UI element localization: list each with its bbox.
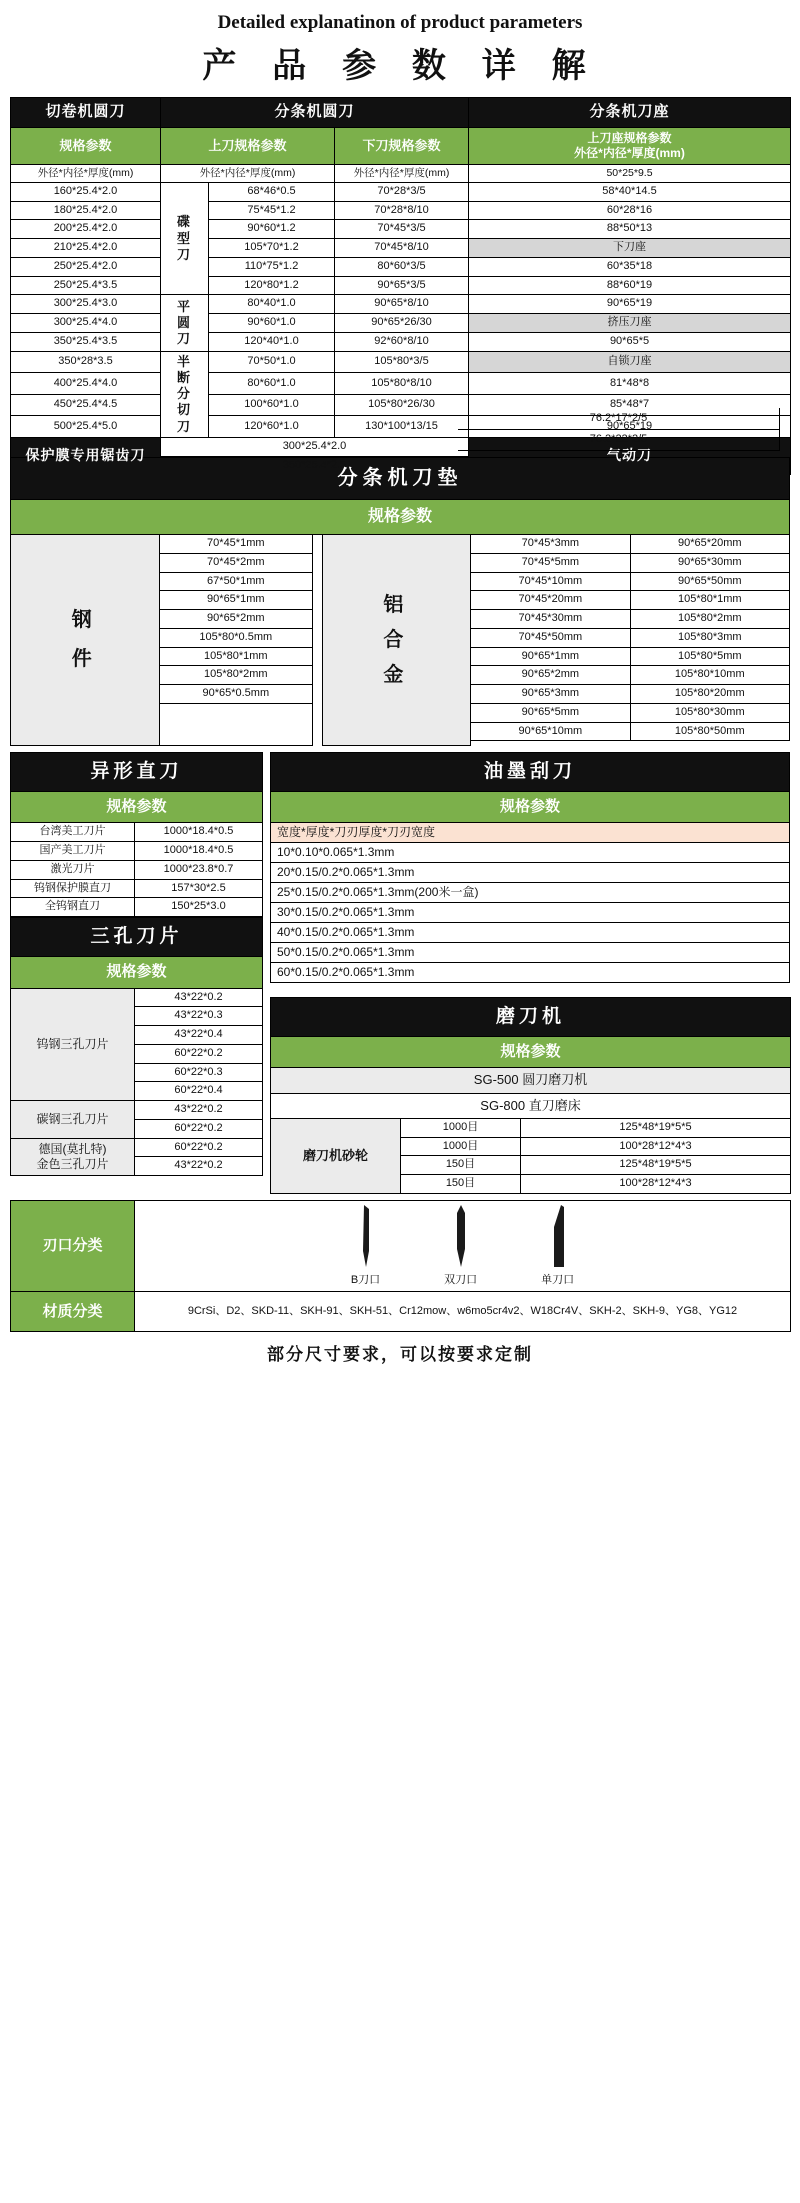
- alloy-spec-b: 105*80*20mm: [630, 685, 789, 704]
- alloy-spec-b: 105*80*30mm: [630, 703, 789, 722]
- ink-knife-spec: 50*0.15/0.2*0.065*1.3mm: [271, 943, 790, 963]
- three-hole-green: 规格参数: [11, 956, 263, 988]
- cut-roll-spec: 160*25.4*2.0: [11, 182, 161, 201]
- three-hole-spec: 43*22*0.2: [135, 988, 263, 1007]
- blade-single-icon: [545, 1205, 571, 1267]
- three-hole-table: [10, 917, 263, 1176]
- pneumatic-spec-1: 76.2*17*2/5: [458, 408, 780, 429]
- grinder-model: SG-800 直刀磨床: [271, 1093, 791, 1118]
- edge-class-label: 刃口分类: [11, 1200, 135, 1292]
- alloy-spec-a: 90*65*3mm: [471, 685, 630, 704]
- grinder-wheel-spec: 125*48*19*5*5: [521, 1156, 791, 1175]
- top-unit-row: [11, 164, 791, 182]
- green-spec-3: 下刀规格参数: [335, 127, 469, 164]
- three-hole-group-name: 钨钢三孔刀片: [11, 988, 135, 1101]
- pneumatic-overlay: [458, 408, 780, 451]
- three-hole-spec: 60*22*0.2: [135, 1138, 263, 1157]
- holder-spec: 90*65*5: [469, 332, 791, 351]
- cut-roll-spec: 250*25.4*3.5: [11, 276, 161, 295]
- upper-spec: 68*46*0.5: [209, 182, 335, 201]
- grinder-wheel-mesh: 1000目: [401, 1118, 521, 1137]
- shaped-knife-spec: 1000*23.8*0.7: [135, 860, 263, 879]
- material-class-label: 材质分类: [11, 1292, 135, 1332]
- three-hole-spec: 43*22*0.4: [135, 1026, 263, 1045]
- ink-knife-table: [270, 752, 790, 997]
- upper-spec: 105*70*1.2: [209, 239, 335, 258]
- alloy-spec-b: 90*65*30mm: [630, 553, 789, 572]
- alloy-spec-a: 90*65*2mm: [471, 666, 630, 685]
- edge-type-b: [351, 1205, 380, 1288]
- grinder-title: 磨刀机: [271, 997, 791, 1036]
- three-hole-spec: 43*22*0.2: [135, 1157, 263, 1176]
- pad-section: [10, 457, 790, 746]
- saw-knife-label: 保护膜专用锯齿刀: [11, 437, 161, 475]
- upper-spec: 70*50*1.0: [209, 351, 335, 373]
- edge-type-b-label: B刀口: [350, 1273, 381, 1286]
- ink-knife-spec: 25*0.15/0.2*0.065*1.3mm(200米一盒): [271, 883, 790, 903]
- column-gap: [262, 752, 270, 1194]
- cut-roll-spec: 210*25.4*2.0: [11, 239, 161, 258]
- holder-spec: 60*28*16: [469, 201, 791, 220]
- cut-roll-spec: 180*25.4*2.0: [11, 201, 161, 220]
- alloy-spec-a: 70*45*10mm: [471, 572, 630, 591]
- table-row: [11, 257, 791, 276]
- top-black-header-row: [11, 98, 791, 128]
- lower-spec: 80*60*3/5: [335, 257, 469, 276]
- grinder-wheel-spec: 100*28*12*4*3: [521, 1137, 791, 1156]
- shaped-knife-name: 激光刀片: [11, 860, 135, 879]
- steel-spec: 70*45*2mm: [159, 553, 312, 572]
- grinder-wheel-mesh: 150目: [401, 1156, 521, 1175]
- three-hole-spec: 60*22*0.3: [135, 1063, 263, 1082]
- alloy-spec-a: 70*45*50mm: [471, 628, 630, 647]
- alloy-spec-b: 105*80*1mm: [630, 591, 789, 610]
- alloy-spec-b: 90*65*50mm: [630, 572, 789, 591]
- lower-spec: 90*65*26/30: [335, 314, 469, 333]
- group-label-half: 半 断 分 切 刀: [161, 351, 209, 437]
- bottom-table: [10, 1200, 791, 1333]
- upper-spec: 80*40*1.0: [209, 295, 335, 314]
- steel-spec: 90*65*2mm: [159, 610, 312, 629]
- alloy-label: 铝 合 金: [322, 535, 471, 746]
- grinder-model: SG-500 圆刀磨刀机: [271, 1068, 791, 1093]
- unit-3: 外径*内径*厚度(mm): [335, 164, 469, 182]
- unit-1: 外径*内径*厚度(mm): [11, 164, 161, 182]
- pad-section-green: 规格参数: [11, 500, 790, 535]
- upper-spec: 110*75*1.2: [209, 257, 335, 276]
- shaped-knife-spec: 1000*18.4*0.5: [135, 823, 263, 842]
- three-hole-group-name: [11, 1138, 135, 1176]
- alloy-spec-b: 105*80*50mm: [630, 722, 789, 741]
- pneumatic-knife-label: 气动刀: [469, 437, 791, 475]
- shaped-knife-spec: 157*30*2.5: [135, 879, 263, 898]
- grinder-wheel-label: 磨刀机砂轮: [271, 1118, 401, 1193]
- page-footer-note: 部分尺寸要求，可以按要求定制: [267, 1345, 533, 1365]
- ink-knife-green: 规格参数: [271, 791, 790, 823]
- blade-b-icon: [353, 1205, 379, 1267]
- upper-spec: 120*80*1.2: [209, 276, 335, 295]
- cut-roll-spec: 450*25.4*4.5: [11, 394, 161, 416]
- holder-spec: 81*48*8: [469, 373, 791, 395]
- three-hole-group-name-line2: 金色三孔刀片: [36, 1156, 109, 1171]
- left-column: [10, 752, 262, 1194]
- ink-knife-gap: [271, 983, 790, 997]
- steel-spec: 105*80*1mm: [159, 647, 312, 666]
- ink-knife-spec: 30*0.15/0.2*0.065*1.3mm: [271, 903, 790, 923]
- table-row: [11, 220, 791, 239]
- shaped-knife-name: 台湾美工刀片: [11, 823, 135, 842]
- upper-spec: 120*40*1.0: [209, 332, 335, 351]
- steel-spec: 90*65*0.5mm: [159, 685, 312, 704]
- shaped-knife-name: 钨钢保护膜直刀: [11, 879, 135, 898]
- alloy-spec-a: 90*65*5mm: [471, 703, 630, 722]
- grinder-wheel-mesh: 1000目: [401, 1137, 521, 1156]
- steel-spec-blank: [159, 703, 312, 722]
- saw-knife-spec: 350*25.4*2.5: [161, 456, 469, 475]
- steel-spec: 67*50*1mm: [159, 572, 312, 591]
- grinder-wheel-mesh: 150目: [401, 1175, 521, 1194]
- alloy-spec-b: 105*80*10mm: [630, 666, 789, 685]
- shaped-knife-green: 规格参数: [11, 791, 263, 823]
- steel-spec: 105*80*0.5mm: [159, 628, 312, 647]
- material-list: 9CrSi、D2、SKD-11、SKH-91、SKH-51、Cr12mow、w6mo5cr4v2、W18Cr4V、SKH-2、SKH-9、YG8、YG12: [135, 1292, 791, 1332]
- lower-spec: 105*80*26/30: [335, 394, 469, 416]
- table-row: [11, 276, 791, 295]
- holder-spec: 60*35*18: [469, 257, 791, 276]
- cut-roll-spec: 350*28*3.5: [11, 351, 161, 373]
- grinder-table: [270, 997, 791, 1194]
- green-spec-1: 规格参数: [11, 127, 161, 164]
- unit-2: 外径*内径*厚度(mm): [161, 164, 335, 182]
- green-spec-4-line1: 上刀座规格参数: [587, 130, 672, 145]
- holder-spec: 90*65*19: [469, 295, 791, 314]
- steel-spec-blank: [159, 741, 312, 746]
- alloy-spec-b: 90*65*20mm: [630, 535, 789, 554]
- holder-spec: 90*65*19: [469, 416, 791, 438]
- shaped-knife-spec: 150*25*3.0: [135, 898, 263, 917]
- table-row: [11, 201, 791, 220]
- alloy-spec-a: 70*45*5mm: [471, 553, 630, 572]
- ink-knife-spec: 60*0.15/0.2*0.065*1.3mm: [271, 963, 790, 983]
- bottom-section: [10, 1200, 790, 1333]
- ink-knife-header: 宽度*厚度*刀刃厚度*刀刃宽度: [271, 823, 790, 843]
- holder-spec: 85*48*7: [469, 394, 791, 416]
- alloy-blank-a: [471, 741, 630, 746]
- right-column: [270, 752, 790, 1194]
- green-spec-2: 上刀规格参数: [161, 127, 335, 164]
- three-hole-group-name: 碳钢三孔刀片: [11, 1101, 135, 1139]
- steel-spec: 105*80*2mm: [159, 666, 312, 685]
- unit-4: 50*25*9.5: [469, 164, 791, 182]
- edge-type-single-label: 单刀口: [541, 1273, 575, 1286]
- ink-knife-spec: 40*0.15/0.2*0.065*1.3mm: [271, 923, 790, 943]
- mid-sections: [10, 752, 790, 1194]
- grinder-green: 规格参数: [271, 1036, 791, 1068]
- pad-gap: [312, 535, 322, 746]
- top-green-header-row: [11, 127, 791, 164]
- upper-spec: 120*60*1.0: [209, 416, 335, 438]
- cut-roll-spec: 250*25.4*2.0: [11, 257, 161, 276]
- three-hole-group-name-line1: 德国(莫扎特): [38, 1141, 107, 1156]
- lower-spec: 92*60*8/10: [335, 332, 469, 351]
- lower-spec: 105*80*8/10: [335, 373, 469, 395]
- lower-spec: 70*28*8/10: [335, 201, 469, 220]
- alloy-spec-b: 105*80*3mm: [630, 628, 789, 647]
- lower-spec: 90*65*3/5: [335, 276, 469, 295]
- shaped-knife-spec: 1000*18.4*0.5: [135, 842, 263, 861]
- shaped-knife-name: 国产美工刀片: [11, 842, 135, 861]
- table-row: [11, 182, 791, 201]
- lower-spec: 130*100*13/15: [335, 416, 469, 438]
- blade-double-icon: [448, 1205, 474, 1267]
- header-cut-roll: 切卷机圆刀: [11, 98, 161, 128]
- green-spec-4: [469, 127, 791, 164]
- saw-knife-spec: 300*25.4*2.0: [161, 437, 469, 456]
- three-hole-spec: 60*22*0.4: [135, 1082, 263, 1101]
- cut-roll-spec: 200*25.4*2.0: [11, 220, 161, 239]
- upper-spec: 80*60*1.0: [209, 373, 335, 395]
- edge-type-double-label: 双刀口: [444, 1273, 478, 1286]
- ink-knife-spec: 20*0.15/0.2*0.065*1.3mm: [271, 863, 790, 883]
- alloy-spec-b: 105*80*5mm: [630, 647, 789, 666]
- cut-roll-spec: 400*25.4*4.0: [11, 373, 161, 395]
- pad-table: [10, 457, 790, 746]
- shaped-knife-table: [10, 752, 263, 917]
- holder-spec: 挤压刀座: [469, 314, 791, 333]
- shaped-knife-title: 异形直刀: [11, 752, 263, 791]
- edge-type-double: [444, 1205, 477, 1288]
- steel-spec: 90*65*1mm: [159, 591, 312, 610]
- edge-illustrations: [135, 1200, 791, 1292]
- three-hole-title: 三孔刀片: [11, 918, 263, 957]
- alloy-spec-a: 90*65*10mm: [471, 722, 630, 741]
- table-row: [11, 332, 791, 351]
- steel-spec-blank: [159, 722, 312, 741]
- grinder-wheel-spec: 125*48*19*5*5: [521, 1118, 791, 1137]
- page-title-en: Detailed explanatinon of product parameters: [217, 12, 583, 33]
- alloy-spec-a: 90*65*1mm: [471, 647, 630, 666]
- header-slitter-round: 分条机圆刀: [161, 98, 469, 128]
- three-hole-spec: 60*22*0.2: [135, 1119, 263, 1138]
- holder-spec: 88*60*19: [469, 276, 791, 295]
- alloy-spec-a: 70*45*30mm: [471, 610, 630, 629]
- table-row: [11, 295, 791, 314]
- holder-spec: 下刀座: [469, 239, 791, 258]
- table-row: [11, 314, 791, 333]
- holder-spec: 自锁刀座: [469, 351, 791, 373]
- lower-spec: 105*80*3/5: [335, 351, 469, 373]
- lower-spec: 70*28*3/5: [335, 182, 469, 201]
- group-label-die: 碟 型 刀: [161, 182, 209, 295]
- ink-knife-spec: 10*0.10*0.065*1.3mm: [271, 843, 790, 863]
- lower-spec: 90*65*8/10: [335, 295, 469, 314]
- alloy-blank-b: [630, 741, 789, 746]
- lower-spec: 70*45*8/10: [335, 239, 469, 258]
- upper-spec: 75*45*1.2: [209, 201, 335, 220]
- ink-knife-title: 油墨刮刀: [271, 752, 790, 791]
- alloy-spec-a: 70*45*3mm: [471, 535, 630, 554]
- holder-spec: 88*50*13: [469, 220, 791, 239]
- page-title-cn: 产 品 参 数 详 解: [202, 46, 598, 86]
- cut-roll-spec: 300*25.4*4.0: [11, 314, 161, 333]
- holder-spec: 58*40*14.5: [469, 182, 791, 201]
- shaped-knife-name: 全钨钢直刀: [11, 898, 135, 917]
- alloy-spec-a: 70*45*20mm: [471, 591, 630, 610]
- three-hole-spec: 43*22*0.2: [135, 1101, 263, 1120]
- lower-spec: 70*45*3/5: [335, 220, 469, 239]
- pneumatic-spec-2: 76.2*22*2/5: [458, 429, 780, 450]
- cut-roll-spec: 350*25.4*3.5: [11, 332, 161, 351]
- header-slitter-holder: 分条机刀座: [469, 98, 791, 128]
- steel-label: 钢 件: [11, 535, 160, 746]
- edge-type-single: [541, 1205, 574, 1288]
- pad-section-title: 分条机刀垫: [11, 458, 790, 500]
- alloy-spec-b: 105*80*2mm: [630, 610, 789, 629]
- cut-roll-spec: 500*25.4*5.0: [11, 416, 161, 438]
- upper-spec: 100*60*1.0: [209, 394, 335, 416]
- steel-spec: 70*45*1mm: [159, 535, 312, 554]
- group-label-flat: 平 圆 刀: [161, 295, 209, 351]
- three-hole-spec: 43*22*0.3: [135, 1007, 263, 1026]
- table-row: [11, 373, 791, 395]
- cut-roll-spec: 300*25.4*3.0: [11, 295, 161, 314]
- three-hole-spec: 60*22*0.2: [135, 1044, 263, 1063]
- grinder-wheel-spec: 100*28*12*4*3: [521, 1175, 791, 1194]
- green-spec-4-line2: 外径*内径*厚度(mm): [574, 145, 685, 160]
- table-row: [11, 239, 791, 258]
- upper-spec: 90*60*1.0: [209, 314, 335, 333]
- upper-spec: 90*60*1.2: [209, 220, 335, 239]
- table-row: [11, 351, 791, 373]
